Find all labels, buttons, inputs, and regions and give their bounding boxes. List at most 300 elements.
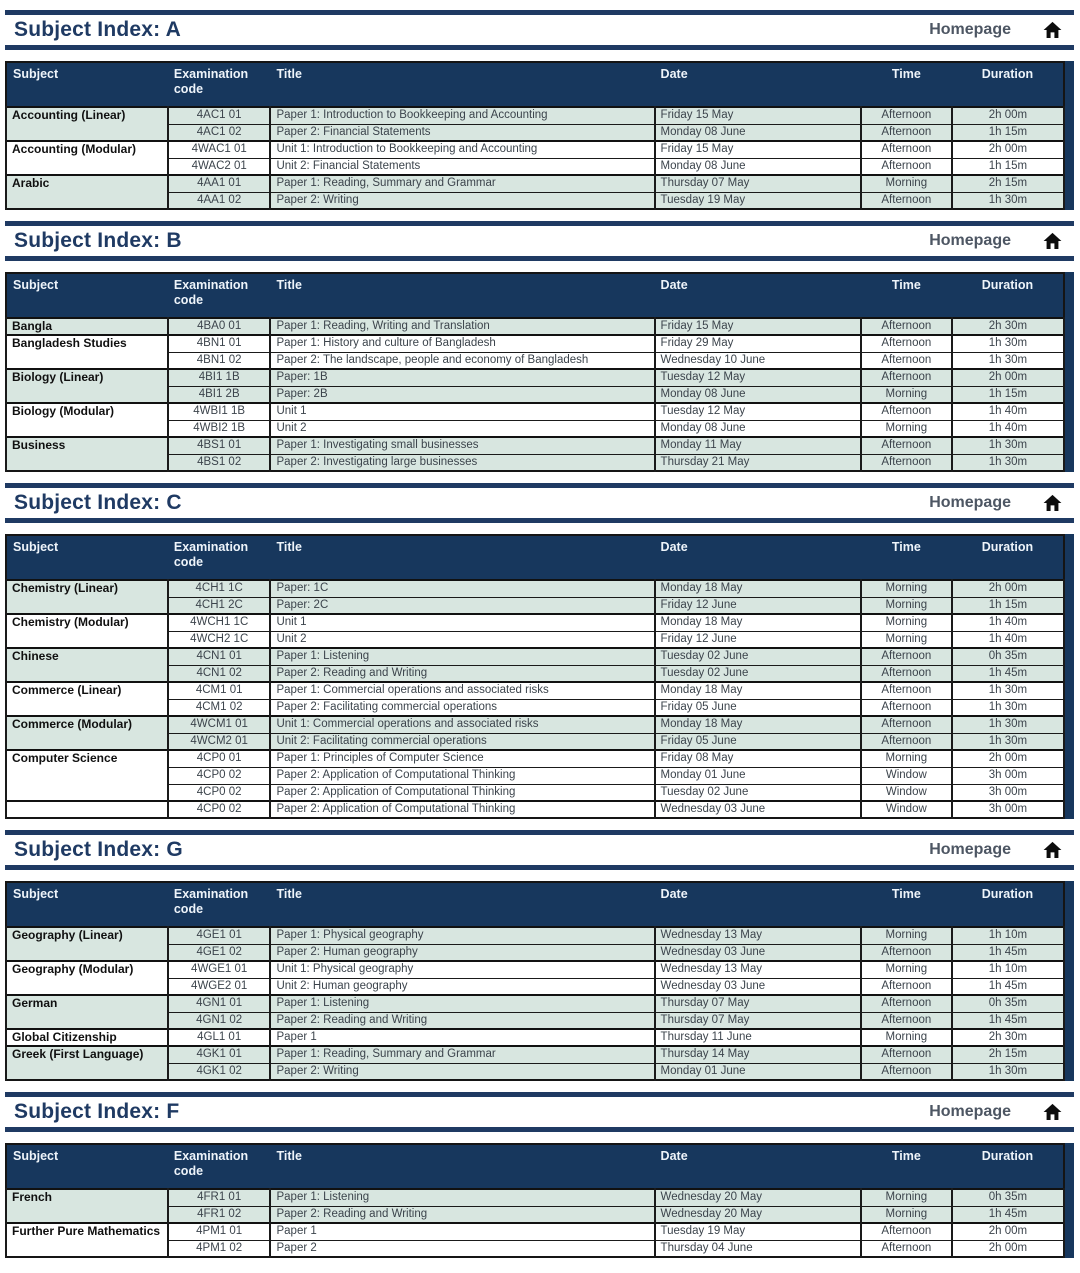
- date-cell: Thursday 07 May: [655, 995, 861, 1012]
- homepage-link[interactable]: [929, 840, 1064, 860]
- table-row: [6, 1029, 1064, 1046]
- title-cell: Unit 1: [270, 403, 654, 420]
- duration-cell: 1h 45m: [952, 978, 1064, 995]
- page-title: Subject Index: F: [14, 1100, 180, 1123]
- time-cell: Afternoon: [861, 1046, 952, 1063]
- title-cell: Paper 1: Reading, Writing and Translation: [270, 318, 654, 335]
- code-cell: 4WCM1 01: [168, 716, 271, 733]
- code-cell: 4BS1 01: [168, 437, 271, 454]
- code-cell: 4CH1 1C: [168, 580, 271, 597]
- duration-cell: 2h 15m: [952, 175, 1064, 192]
- date-cell: Wednesday 03 June: [655, 801, 861, 818]
- time-cell: Afternoon: [861, 716, 952, 733]
- table-row: [6, 614, 1064, 631]
- title-cell: Paper 1: Investigating small businesses: [270, 437, 654, 454]
- date-cell: Thursday 07 May: [655, 1012, 861, 1029]
- subject-cell: Commerce (Linear): [6, 682, 168, 716]
- table-row: [6, 141, 1064, 158]
- homepage-label: Homepage: [929, 841, 1011, 858]
- subject-cell: Geography (Modular): [6, 961, 168, 995]
- column-header-duration: Duration: [952, 1144, 1064, 1189]
- column-header-duration: Duration: [952, 273, 1064, 318]
- column-header-code: Examination code: [168, 273, 271, 318]
- duration-cell: 1h 30m: [952, 716, 1064, 733]
- code-cell: 4GK1 01: [168, 1046, 271, 1063]
- table-row: [6, 580, 1064, 597]
- column-header-title: Title: [270, 535, 654, 580]
- subject-cell: Accounting (Linear): [6, 107, 168, 141]
- table-row: [6, 716, 1064, 733]
- time-cell: Morning: [861, 1029, 952, 1046]
- title-cell: Paper 2: Application of Computational Thinking: [270, 784, 654, 801]
- table-row: [6, 1189, 1064, 1206]
- date-cell: Wednesday 03 June: [655, 944, 861, 961]
- table-row: [6, 801, 1064, 818]
- column-header-title: Title: [270, 273, 654, 318]
- date-cell: Tuesday 19 May: [655, 192, 861, 209]
- section-title-bar: [5, 1092, 1074, 1132]
- time-cell: Afternoon: [861, 1240, 952, 1257]
- homepage-label: Homepage: [929, 1103, 1011, 1120]
- subject-cell: Biology (Modular): [6, 403, 168, 437]
- column-header-date: Date: [655, 62, 861, 107]
- date-cell: Wednesday 13 May: [655, 961, 861, 978]
- duration-cell: 2h 00m: [952, 1223, 1064, 1240]
- time-cell: Morning: [861, 961, 952, 978]
- time-cell: Morning: [861, 1189, 952, 1206]
- code-cell: 4WCM2 01: [168, 733, 271, 750]
- title-cell: Unit 1: [270, 614, 654, 631]
- title-cell: Unit 1: Physical geography: [270, 961, 654, 978]
- code-cell: 4GL1 01: [168, 1029, 271, 1046]
- duration-cell: 1h 30m: [952, 352, 1064, 369]
- duration-cell: 2h 00m: [952, 369, 1064, 386]
- date-cell: Tuesday 02 June: [655, 648, 861, 665]
- time-cell: Afternoon: [861, 995, 952, 1012]
- exam-tablewrap: [5, 61, 1074, 210]
- code-cell: 4BN1 02: [168, 352, 271, 369]
- time-cell: Window: [861, 784, 952, 801]
- date-cell: Friday 15 May: [655, 141, 861, 158]
- column-header-title: Title: [270, 62, 654, 107]
- duration-cell: 1h 30m: [952, 437, 1064, 454]
- code-cell: 4CN1 01: [168, 648, 271, 665]
- code-cell: 4FR1 01: [168, 1189, 271, 1206]
- subject-cell: Greek (First Language): [6, 1046, 168, 1080]
- code-cell: 4CM1 02: [168, 699, 271, 716]
- subject-cell: Chemistry (Modular): [6, 614, 168, 648]
- duration-cell: 1h 10m: [952, 927, 1064, 944]
- duration-cell: 1h 30m: [952, 1063, 1064, 1080]
- table-row: [6, 318, 1064, 335]
- section-title-bar: [5, 830, 1074, 870]
- code-cell: 4BI1 2B: [168, 386, 271, 403]
- title-cell: Unit 2: Facilitating commercial operations: [270, 733, 654, 750]
- time-cell: Morning: [861, 750, 952, 767]
- time-cell: Morning: [861, 386, 952, 403]
- code-cell: 4WGE1 01: [168, 961, 271, 978]
- duration-cell: 2h 00m: [952, 107, 1064, 124]
- title-cell: Unit 2: Financial Statements: [270, 158, 654, 175]
- time-cell: Morning: [861, 597, 952, 614]
- time-cell: Afternoon: [861, 437, 952, 454]
- date-cell: Friday 15 May: [655, 107, 861, 124]
- subject-index-section-G: [5, 830, 1074, 1081]
- code-cell: 4GE1 01: [168, 927, 271, 944]
- time-cell: Afternoon: [861, 158, 952, 175]
- title-cell: Paper 2: Reading and Writing: [270, 1012, 654, 1029]
- subject-cell: Commerce (Modular): [6, 716, 168, 750]
- title-cell: Paper 1: Introduction to Bookkeeping and Accounting: [270, 107, 654, 124]
- title-cell: Unit 1: Commercial operations and associated risks: [270, 716, 654, 733]
- subject-cell: Chinese: [6, 648, 168, 682]
- duration-cell: 2h 00m: [952, 1240, 1064, 1257]
- title-cell: Paper 2: Writing: [270, 1063, 654, 1080]
- title-cell: Paper 2: Investigating large businesses: [270, 454, 654, 471]
- date-cell: Wednesday 13 May: [655, 927, 861, 944]
- title-cell: Paper 1: Listening: [270, 1189, 654, 1206]
- code-cell: 4BA0 01: [168, 318, 271, 335]
- duration-cell: 1h 45m: [952, 944, 1064, 961]
- exam-tablewrap: [5, 1143, 1074, 1258]
- time-cell: Afternoon: [861, 648, 952, 665]
- time-cell: Morning: [861, 580, 952, 597]
- table-row: [6, 995, 1064, 1012]
- code-cell: 4CP0 02: [168, 801, 271, 818]
- date-cell: Monday 08 June: [655, 158, 861, 175]
- title-cell: Paper 1: [270, 1029, 654, 1046]
- duration-cell: 0h 35m: [952, 995, 1064, 1012]
- home-icon: [1041, 231, 1064, 251]
- title-cell: Paper 2: [270, 1240, 654, 1257]
- title-cell: Paper: 1B: [270, 369, 654, 386]
- subject-cell: Further Pure Mathematics: [6, 1223, 168, 1257]
- code-cell: 4AA1 02: [168, 192, 271, 209]
- column-header-title: Title: [270, 1144, 654, 1189]
- duration-cell: 1h 45m: [952, 1206, 1064, 1223]
- title-cell: Paper 1: Listening: [270, 995, 654, 1012]
- subject-cell: Bangla: [6, 318, 168, 335]
- title-cell: Paper 2: Facilitating commercial operations: [270, 699, 654, 716]
- column-header-time: Time: [861, 535, 952, 580]
- code-cell: 4CP0 02: [168, 784, 271, 801]
- date-cell: Tuesday 19 May: [655, 1223, 861, 1240]
- subject-cell: Accounting (Modular): [6, 141, 168, 175]
- date-cell: Wednesday 10 June: [655, 352, 861, 369]
- column-header-code: Examination code: [168, 535, 271, 580]
- time-cell: Afternoon: [861, 733, 952, 750]
- homepage-link[interactable]: [929, 1102, 1064, 1122]
- duration-cell: 1h 30m: [952, 699, 1064, 716]
- date-cell: Monday 18 May: [655, 716, 861, 733]
- title-cell: Paper 2: Application of Computational Thinking: [270, 767, 654, 784]
- column-header-date: Date: [655, 882, 861, 927]
- column-header-time: Time: [861, 1144, 952, 1189]
- date-cell: Monday 18 May: [655, 614, 861, 631]
- table-row: [6, 1046, 1064, 1063]
- date-cell: Tuesday 02 June: [655, 784, 861, 801]
- code-cell: 4FR1 02: [168, 1206, 271, 1223]
- column-header-time: Time: [861, 273, 952, 318]
- subject-cell: Global Citizenship: [6, 1029, 168, 1046]
- code-cell: 4WAC1 01: [168, 141, 271, 158]
- time-cell: Afternoon: [861, 318, 952, 335]
- date-cell: Thursday 11 June: [655, 1029, 861, 1046]
- title-cell: Paper 2: The landscape, people and economy of Bangladesh: [270, 352, 654, 369]
- section-title-bar: [5, 10, 1074, 50]
- column-header-duration: Duration: [952, 535, 1064, 580]
- duration-cell: 2h 00m: [952, 580, 1064, 597]
- subject-index-section-B: [5, 221, 1074, 472]
- time-cell: Afternoon: [861, 1012, 952, 1029]
- title-cell: Paper 1: Listening: [270, 648, 654, 665]
- title-cell: Paper: 1C: [270, 580, 654, 597]
- page-title: Subject Index: C: [14, 491, 182, 514]
- table-row: [6, 369, 1064, 386]
- table-row: [6, 648, 1064, 665]
- title-cell: Paper 1: [270, 1223, 654, 1240]
- date-cell: Friday 15 May: [655, 318, 861, 335]
- duration-cell: 0h 35m: [952, 1189, 1064, 1206]
- code-cell: 4WGE2 01: [168, 978, 271, 995]
- duration-cell: 1h 10m: [952, 961, 1064, 978]
- title-cell: Unit 2: [270, 631, 654, 648]
- table-row: [6, 335, 1064, 352]
- date-cell: Thursday 14 May: [655, 1046, 861, 1063]
- column-header-time: Time: [861, 62, 952, 107]
- title-cell: Paper 1: Reading, Summary and Grammar: [270, 1046, 654, 1063]
- code-cell: 4GK1 02: [168, 1063, 271, 1080]
- title-cell: Paper 2: Financial Statements: [270, 124, 654, 141]
- code-cell: 4WBI1 1B: [168, 403, 271, 420]
- duration-cell: 1h 15m: [952, 158, 1064, 175]
- code-cell: 4BS1 02: [168, 454, 271, 471]
- subject-cell: Bangladesh Studies: [6, 335, 168, 369]
- time-cell: Morning: [861, 614, 952, 631]
- code-cell: 4PM1 01: [168, 1223, 271, 1240]
- title-cell: Paper 1: Commercial operations and associated risks: [270, 682, 654, 699]
- time-cell: Window: [861, 801, 952, 818]
- column-header-duration: Duration: [952, 882, 1064, 927]
- title-cell: Paper 2: Reading and Writing: [270, 665, 654, 682]
- time-cell: Afternoon: [861, 107, 952, 124]
- title-cell: Paper 2: Application of Computational Thinking: [270, 801, 654, 818]
- homepage-link[interactable]: [929, 231, 1064, 251]
- section-title-bar: [5, 221, 1074, 261]
- title-cell: Unit 2: [270, 420, 654, 437]
- subject-cell: Geography (Linear): [6, 927, 168, 961]
- code-cell: 4AC1 02: [168, 124, 271, 141]
- page-title: Subject Index: G: [14, 838, 183, 861]
- column-header-date: Date: [655, 535, 861, 580]
- title-cell: Paper 2: Reading and Writing: [270, 1206, 654, 1223]
- date-cell: Monday 08 June: [655, 386, 861, 403]
- time-cell: Afternoon: [861, 978, 952, 995]
- duration-cell: 1h 40m: [952, 631, 1064, 648]
- column-header-subject: Subject: [6, 535, 168, 580]
- table-header-row: [6, 535, 1064, 580]
- date-cell: Wednesday 20 May: [655, 1206, 861, 1223]
- date-cell: Wednesday 20 May: [655, 1189, 861, 1206]
- time-cell: Afternoon: [861, 403, 952, 420]
- time-cell: Afternoon: [861, 665, 952, 682]
- duration-cell: 1h 15m: [952, 386, 1064, 403]
- home-icon: [1041, 493, 1064, 513]
- exam-tablewrap: [5, 881, 1074, 1081]
- column-header-subject: Subject: [6, 1144, 168, 1189]
- date-cell: Tuesday 12 May: [655, 403, 861, 420]
- date-cell: Monday 18 May: [655, 682, 861, 699]
- time-cell: Afternoon: [861, 192, 952, 209]
- duration-cell: 1h 30m: [952, 335, 1064, 352]
- code-cell: 4GE1 02: [168, 944, 271, 961]
- date-cell: Friday 05 June: [655, 733, 861, 750]
- duration-cell: 1h 15m: [952, 124, 1064, 141]
- title-cell: Paper 2: Human geography: [270, 944, 654, 961]
- duration-cell: 2h 00m: [952, 750, 1064, 767]
- time-cell: Afternoon: [861, 1063, 952, 1080]
- time-cell: Morning: [861, 175, 952, 192]
- time-cell: Window: [861, 767, 952, 784]
- title-cell: Paper: 2B: [270, 386, 654, 403]
- table-row: [6, 437, 1064, 454]
- column-header-date: Date: [655, 273, 861, 318]
- subject-cell: Biology (Linear): [6, 369, 168, 403]
- duration-cell: 1h 45m: [952, 665, 1064, 682]
- date-cell: Friday 05 June: [655, 699, 861, 716]
- date-cell: Monday 08 June: [655, 420, 861, 437]
- homepage-label: Homepage: [929, 494, 1011, 511]
- title-cell: Paper 1: Reading, Summary and Grammar: [270, 175, 654, 192]
- table-header-row: [6, 273, 1064, 318]
- subject-cell: Chemistry (Linear): [6, 580, 168, 614]
- exams-table-C: [5, 534, 1065, 819]
- subject-index-section-A: [5, 10, 1074, 210]
- table-row: [6, 175, 1064, 192]
- table-header-row: [6, 62, 1064, 107]
- code-cell: 4PM1 02: [168, 1240, 271, 1257]
- homepage-label: Homepage: [929, 232, 1011, 249]
- column-header-title: Title: [270, 882, 654, 927]
- exams-table-B: [5, 272, 1065, 472]
- duration-cell: 1h 30m: [952, 192, 1064, 209]
- code-cell: 4WCH2 1C: [168, 631, 271, 648]
- code-cell: 4WAC2 01: [168, 158, 271, 175]
- time-cell: Morning: [861, 631, 952, 648]
- time-cell: Morning: [861, 1206, 952, 1223]
- exams-table-F: [5, 1143, 1065, 1258]
- duration-cell: 3h 00m: [952, 767, 1064, 784]
- code-cell: 4GN1 02: [168, 1012, 271, 1029]
- code-cell: 4WBI2 1B: [168, 420, 271, 437]
- duration-cell: 1h 30m: [952, 733, 1064, 750]
- code-cell: 4CP0 02: [168, 767, 271, 784]
- code-cell: 4CP0 01: [168, 750, 271, 767]
- homepage-link[interactable]: [929, 20, 1064, 40]
- time-cell: Morning: [861, 927, 952, 944]
- time-cell: Afternoon: [861, 682, 952, 699]
- date-cell: Wednesday 03 June: [655, 978, 861, 995]
- time-cell: Afternoon: [861, 335, 952, 352]
- time-cell: Afternoon: [861, 352, 952, 369]
- date-cell: Thursday 21 May: [655, 454, 861, 471]
- date-cell: Friday 12 June: [655, 597, 861, 614]
- subject-index-section-F: [5, 1092, 1074, 1258]
- exam-tablewrap: [5, 272, 1074, 472]
- title-cell: Paper 1: Principles of Computer Science: [270, 750, 654, 767]
- table-row: [6, 750, 1064, 767]
- duration-cell: 2h 30m: [952, 318, 1064, 335]
- homepage-link[interactable]: [929, 493, 1064, 513]
- page-title: Subject Index: B: [14, 229, 182, 252]
- homepage-label: Homepage: [929, 21, 1011, 38]
- date-cell: Monday 08 June: [655, 124, 861, 141]
- home-icon: [1041, 1102, 1064, 1122]
- title-cell: Paper 1: History and culture of Bangladesh: [270, 335, 654, 352]
- column-header-code: Examination code: [168, 882, 271, 927]
- subject-cell: Arabic: [6, 175, 168, 209]
- date-cell: Monday 01 June: [655, 1063, 861, 1080]
- duration-cell: 1h 45m: [952, 1012, 1064, 1029]
- exam-tablewrap: [5, 534, 1074, 819]
- time-cell: Afternoon: [861, 124, 952, 141]
- column-header-subject: Subject: [6, 62, 168, 107]
- column-header-code: Examination code: [168, 1144, 271, 1189]
- duration-cell: 1h 30m: [952, 454, 1064, 471]
- duration-cell: 1h 40m: [952, 403, 1064, 420]
- title-cell: Paper: 2C: [270, 597, 654, 614]
- code-cell: 4BI1 1B: [168, 369, 271, 386]
- date-cell: Tuesday 12 May: [655, 369, 861, 386]
- date-cell: Friday 08 May: [655, 750, 861, 767]
- table-row: [6, 107, 1064, 124]
- time-cell: Afternoon: [861, 1223, 952, 1240]
- title-cell: Paper 1: Physical geography: [270, 927, 654, 944]
- subject-index-section-C: [5, 483, 1074, 819]
- subject-cell: Computer Science: [6, 750, 168, 801]
- duration-cell: 2h 30m: [952, 1029, 1064, 1046]
- time-cell: Afternoon: [861, 369, 952, 386]
- exams-table-G: [5, 881, 1065, 1081]
- time-cell: Afternoon: [861, 454, 952, 471]
- duration-cell: 1h 40m: [952, 420, 1064, 437]
- date-cell: Monday 11 May: [655, 437, 861, 454]
- duration-cell: 1h 30m: [952, 682, 1064, 699]
- exams-table-A: [5, 61, 1065, 210]
- table-header-row: [6, 882, 1064, 927]
- table-header-row: [6, 1144, 1064, 1189]
- table-row: [6, 403, 1064, 420]
- title-cell: Unit 1: Introduction to Bookkeeping and Accounting: [270, 141, 654, 158]
- code-cell: 4GN1 01: [168, 995, 271, 1012]
- code-cell: 4CM1 01: [168, 682, 271, 699]
- title-cell: Paper 2: Writing: [270, 192, 654, 209]
- code-cell: 4CN1 02: [168, 665, 271, 682]
- code-cell: 4CH1 2C: [168, 597, 271, 614]
- title-cell: Unit 2: Human geography: [270, 978, 654, 995]
- duration-cell: 3h 00m: [952, 801, 1064, 818]
- column-header-duration: Duration: [952, 62, 1064, 107]
- date-cell: Tuesday 02 June: [655, 665, 861, 682]
- home-icon: [1041, 840, 1064, 860]
- subject-cell: French: [6, 1189, 168, 1223]
- code-cell: 4AC1 01: [168, 107, 271, 124]
- duration-cell: 3h 00m: [952, 784, 1064, 801]
- duration-cell: 2h 15m: [952, 1046, 1064, 1063]
- code-cell: 4BN1 01: [168, 335, 271, 352]
- code-cell: 4AA1 01: [168, 175, 271, 192]
- page-title: Subject Index: A: [14, 18, 181, 41]
